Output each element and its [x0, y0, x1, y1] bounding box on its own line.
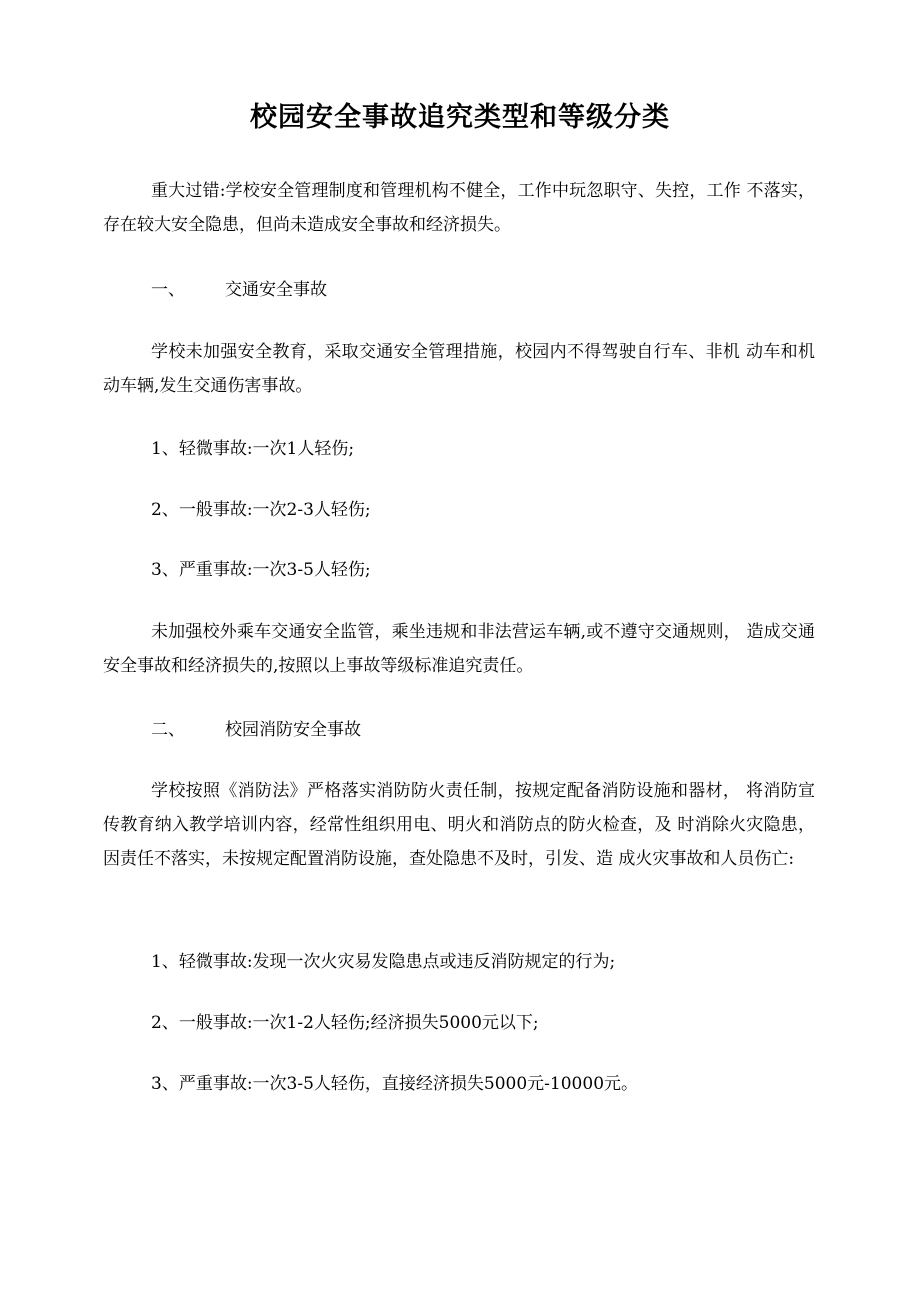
section-1-heading: [151, 273, 327, 307]
section-2-title: 校园消防安全事故: [225, 720, 361, 740]
section-2-heading: [151, 713, 361, 747]
document-title: 校园安全事故追究类型和等级分类: [250, 102, 670, 133]
section-1-item: 2、一般事故:一次2-3人轻伤;: [151, 500, 371, 520]
section-1-item: 1、轻微事故:一次1人轻伤;: [151, 439, 355, 459]
section-1-item: 3、严重事故:一次3-5人轻伤;: [151, 560, 371, 580]
section-2-body: 学校按照《消防法》严格落实消防防火责任制，按规定配备消防设施和器材， 将消防宣传教育纳入教学培训内容，经常性组织用电、明火和消防点的防火检查，及 时消除火灾隐患，因责任不落实，未按规定配置消防设施，查处隐患不及时，引发、造 成火灾事故和人员伤亡:: [103, 781, 815, 869]
section-2-item: 2、一般事故:一次1-2人轻伤;经济损失5000元以下;: [151, 1013, 539, 1033]
section-1-body: 学校未加强安全教育，采取交通安全管理措施，校园内不得驾驶自行车、非机 动车和机动车辆,发生交通伤害事故。: [103, 342, 815, 396]
section-2-item: 3、严重事故:一次3-5人轻伤，直接经济损失5000元-10000元。: [151, 1074, 639, 1094]
section-2-number: 二、: [151, 720, 185, 740]
section-1-title: 交通安全事故: [225, 280, 327, 300]
intro-paragraph: 重大过错:学校安全管理制度和管理机构不健全，工作中玩忽职守、失控，工作 不落实，存在较大安全隐患，但尚未造成安全事故和经济损失。: [103, 181, 815, 235]
section-1-closing: 未加强校外乘车交通安全监管，乘坐违规和非法营运车辆,或不遵守交通规则， 造成交通安全事故和经济损失的,按照以上事故等级标准追究责任。: [103, 622, 815, 676]
section-1-number: 一、: [151, 280, 185, 300]
section-2-item: 1、轻微事故:发现一次火灾易发隐患点或违反消防规定的行为;: [151, 952, 616, 972]
